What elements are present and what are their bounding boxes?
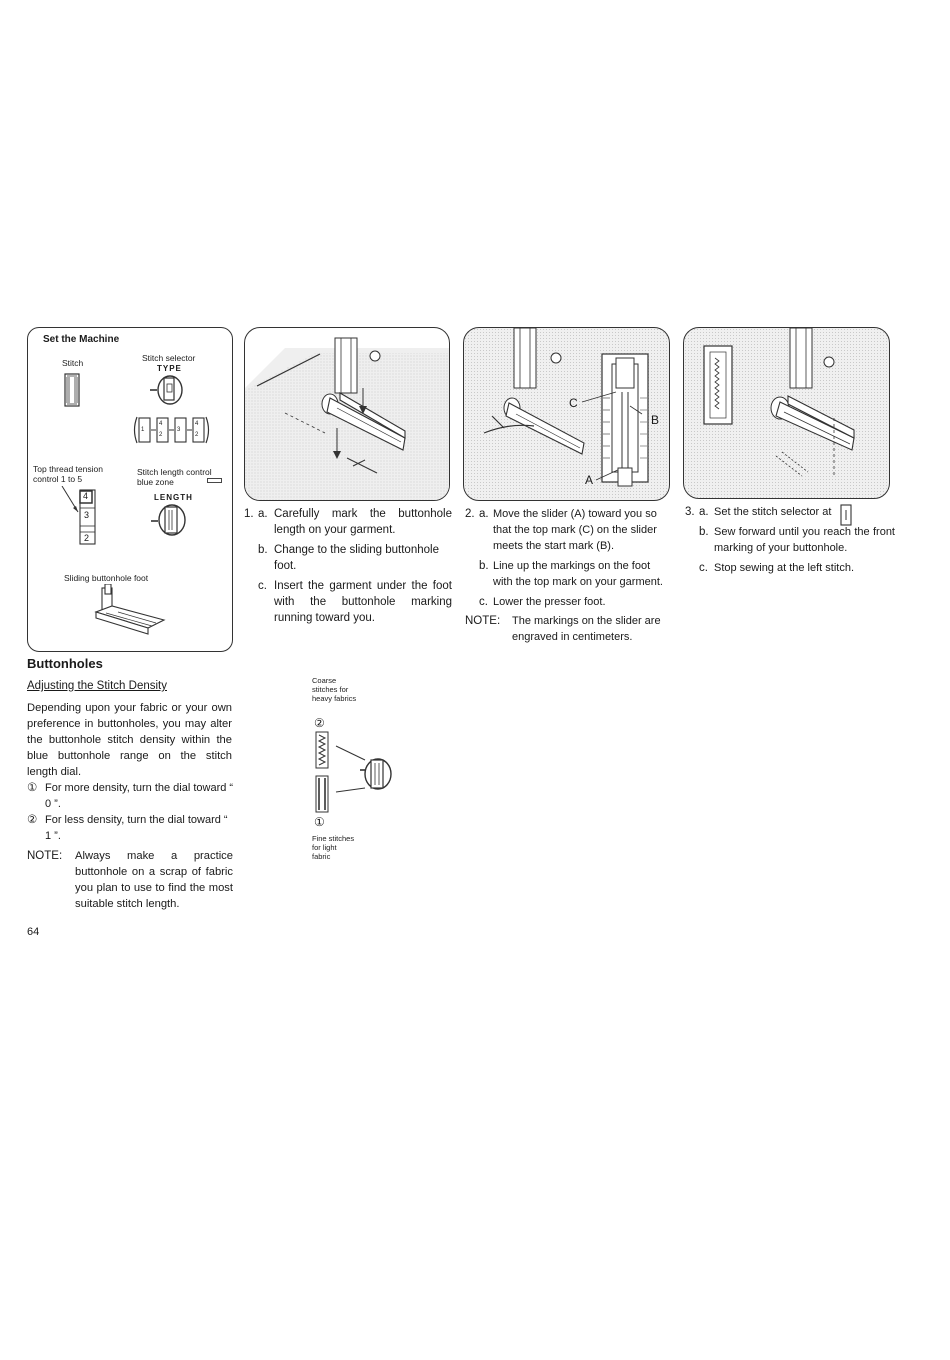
label-a: A bbox=[585, 473, 594, 487]
step3-c bbox=[685, 560, 895, 578]
length-control-label: Stitch length control blue zone bbox=[137, 467, 212, 487]
stitch-label: Stitch bbox=[62, 358, 84, 368]
page-number: 64 bbox=[27, 926, 40, 938]
density-note bbox=[27, 848, 237, 914]
step2-note-label: NOTE: bbox=[465, 615, 501, 627]
step2-c-label: c. bbox=[479, 596, 488, 608]
selector-num-3: 2 bbox=[159, 432, 163, 438]
selector-num-4: 3 bbox=[177, 427, 181, 433]
length-label: LENGTH bbox=[154, 493, 193, 502]
step2-illustration bbox=[464, 328, 669, 500]
section-heading: Buttonholes bbox=[27, 656, 103, 671]
step2-note-text: The markings on the slider are engraved in centimeters. bbox=[512, 615, 661, 643]
item1-text: For more density, turn the dial toward “ 0 ”. bbox=[45, 782, 234, 810]
step3-c-text: Stop sewing at the left stitch. bbox=[714, 562, 855, 574]
step3-b-label: b. bbox=[699, 526, 709, 538]
selector-label: Stitch selector bbox=[142, 353, 196, 363]
step1-c-label: c. bbox=[258, 580, 267, 592]
tension-control-icon bbox=[56, 486, 104, 546]
step2-b bbox=[465, 558, 670, 594]
step1-b-label: b. bbox=[258, 544, 268, 556]
foot-label: Sliding buttonhole foot bbox=[64, 573, 149, 583]
density-paragraph: Depending upon your fabric or your own preference in buttonholes, you may alter the buttonhole stitch density within the blue buttonhole range on the stitch length dial. bbox=[27, 702, 232, 778]
tension-value-mid: 3 bbox=[84, 510, 90, 520]
tension-value-top: 4 bbox=[83, 491, 89, 501]
step1-c bbox=[244, 578, 452, 630]
step2-note bbox=[465, 613, 670, 647]
set-machine-panel bbox=[27, 327, 233, 652]
fine-mark: ① bbox=[314, 815, 325, 829]
step1-num: 1. bbox=[244, 508, 254, 520]
figure-step2 bbox=[463, 327, 670, 501]
step3-b bbox=[685, 524, 895, 560]
step2-a-label: a. bbox=[479, 508, 489, 520]
density-item-2 bbox=[27, 812, 237, 844]
type-dial-icon bbox=[149, 374, 185, 408]
step2-a bbox=[465, 506, 670, 558]
step2-b-text: Line up the markings on the foot with the top mark on your garment. bbox=[493, 560, 663, 588]
note-label: NOTE: bbox=[27, 850, 63, 862]
item2-mark: ② bbox=[27, 814, 38, 826]
step3-num: 3. bbox=[685, 506, 695, 518]
step3-a bbox=[685, 504, 895, 524]
figure-step1 bbox=[244, 327, 450, 501]
label-b: B bbox=[651, 413, 660, 427]
step1-b bbox=[244, 542, 452, 578]
item2-text: For less density, turn the dial toward “ 1 ”. bbox=[45, 814, 228, 842]
item1-mark: ① bbox=[27, 782, 38, 794]
step3-a-text: Set the stitch selector at bbox=[714, 506, 832, 518]
step1-c-text: Insert the garment under the foot with the buttonhole marking running toward you. bbox=[274, 580, 452, 624]
figure-step3 bbox=[683, 327, 890, 499]
note-text: Always make a practice buttonhole on a scrap of fabric you plan to use to find the most suitable stitch length. bbox=[75, 850, 233, 910]
step3-b-text: Sew forward until you reach the front marking of your buttonhole. bbox=[714, 526, 895, 554]
blue-zone-icon bbox=[207, 478, 223, 484]
tension-label: Top thread tension control 1 to 5 bbox=[33, 464, 103, 484]
length-dial-icon bbox=[150, 503, 190, 537]
selector-position-icon bbox=[840, 504, 854, 526]
step2-num: 2. bbox=[465, 508, 475, 520]
density-dial-figure bbox=[310, 730, 400, 814]
coarse-mark: ② bbox=[314, 716, 325, 730]
step2-b-label: b. bbox=[479, 560, 489, 572]
step1-a-label: a. bbox=[258, 508, 268, 520]
step3-illustration bbox=[684, 328, 889, 498]
tension-value-bottom: 2 bbox=[84, 533, 90, 543]
coarse-label: Coarse stitches for heavy fabrics bbox=[312, 676, 357, 703]
selector-num-5: 4 bbox=[195, 421, 199, 427]
step3-a-label: a. bbox=[699, 506, 709, 518]
selector-num-6: 2 bbox=[195, 432, 199, 438]
label-c: C bbox=[569, 396, 578, 410]
step2-a-text: Move the slider (A) toward you so that the top mark (C) on the slider meets the start mark (B). bbox=[493, 508, 657, 552]
selector-num-1: 1 bbox=[141, 427, 145, 433]
step2-c-text: Lower the presser foot. bbox=[493, 596, 606, 608]
panel-title: Set the Machine bbox=[43, 334, 120, 345]
step1-b-text: Change to the sliding buttonhole foot. bbox=[274, 544, 439, 572]
step2-c bbox=[465, 594, 670, 612]
type-label: TYPE bbox=[157, 364, 182, 373]
sliding-foot-icon bbox=[88, 584, 178, 644]
buttonhole-stitch-icon bbox=[64, 373, 80, 407]
step3-c-label: c. bbox=[699, 562, 708, 574]
section-subheading: Adjusting the Stitch Density bbox=[27, 680, 167, 692]
step1-illustration bbox=[245, 328, 449, 500]
fine-label: Fine stitches for light fabric bbox=[312, 834, 355, 861]
step1-a-text: Carefully mark the buttonhole length on your garment. bbox=[274, 508, 452, 536]
density-item-1 bbox=[27, 780, 237, 812]
selector-num-2: 4 bbox=[159, 421, 163, 427]
step1-a bbox=[244, 506, 452, 542]
